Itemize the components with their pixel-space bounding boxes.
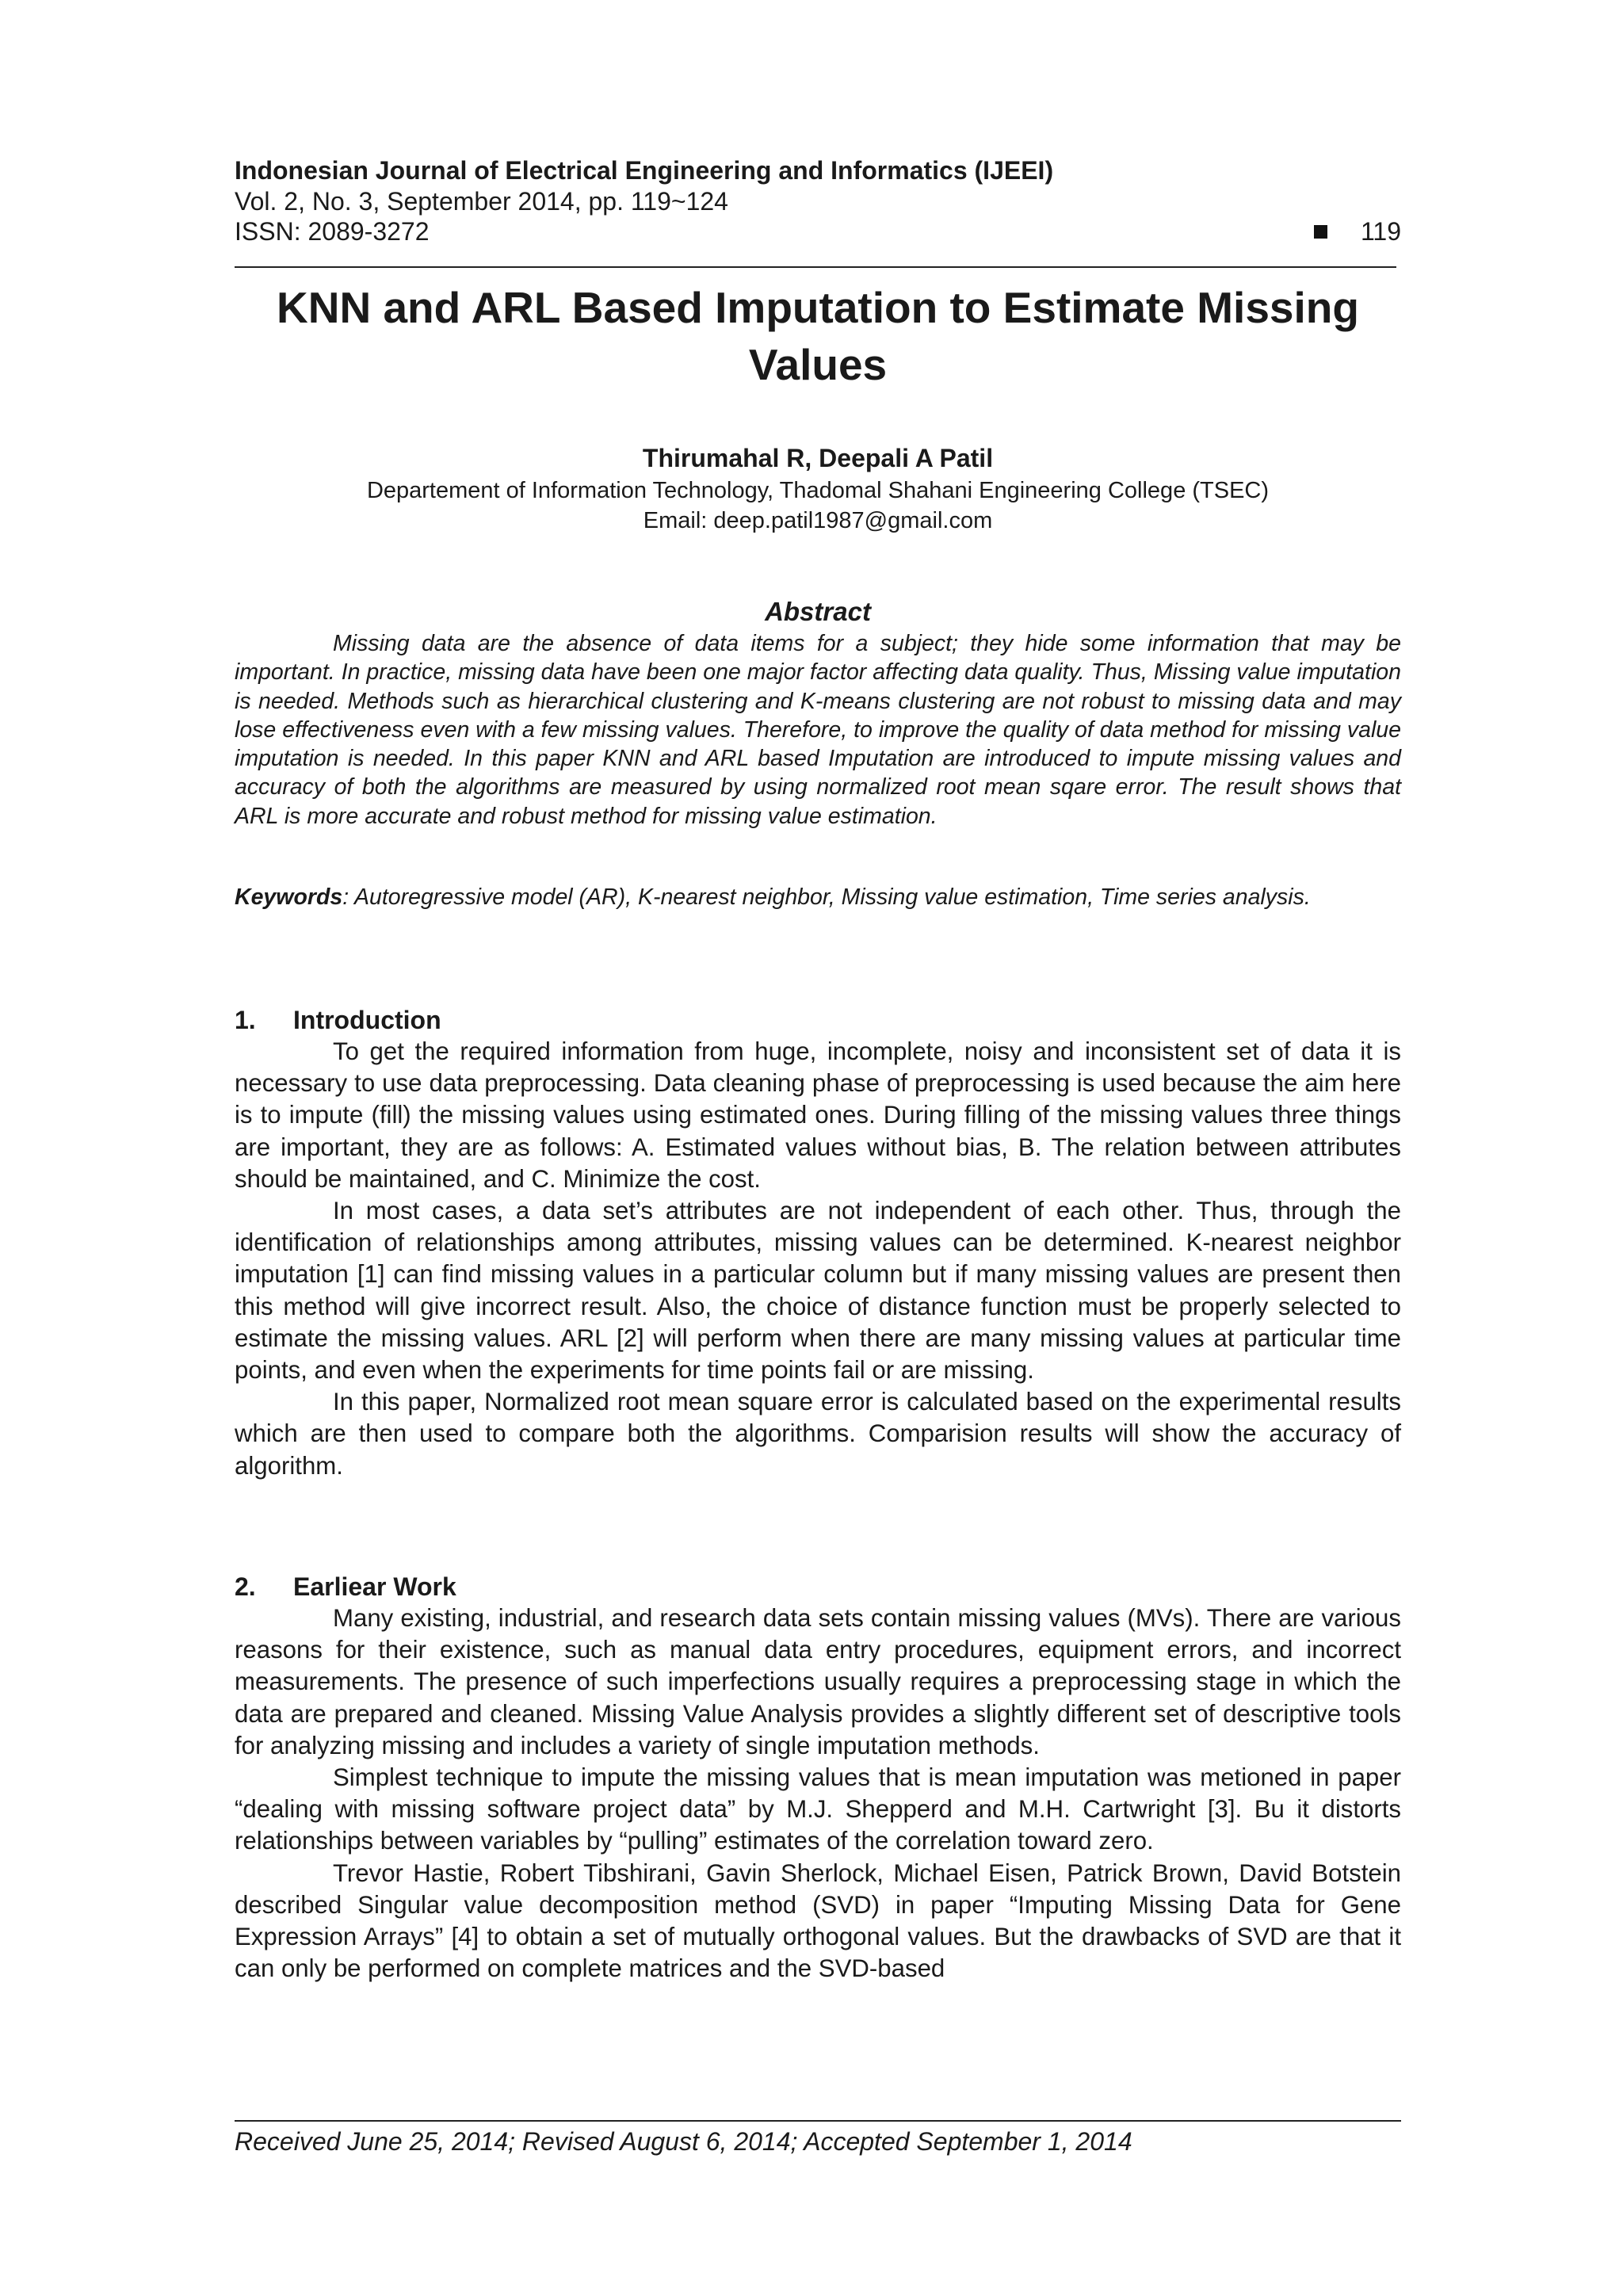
abstract-text: Missing data are the absence of data items for a subject; they hide some information that may be important. In practice, missing data have been one major factor affecting data quality. Thus, Missing value imputation is needed. Methods such as hierarchical clustering and K-means clustering are not robust to missing data and may lose effectiveness even with a few missing values. Therefore, to improve the quality of data method for missing value imputation is needed. In this paper KNN and ARL based Imputation are introduced to impute missing values and accuracy of both the algorithms are measured by using normalized root mean sqare error. The result shows that ARL is more accurate and robust method for missing value estimation. xyxy=(235,631,1401,829)
header-rule xyxy=(235,266,1396,268)
paragraph: Simplest technique to impute the missing values that is mean imputation was metioned in paper “dealing with missing software project data” by M.J. Shepperd and M.H. Cartwright [3]. Bu it distorts relationships between variables by “pulling” estimates of the correlation toward zero. xyxy=(235,1763,1401,1855)
section-heading-earlier-work xyxy=(235,1571,1401,1603)
abstract-heading: Abstract xyxy=(765,597,871,626)
title-line-2: Values xyxy=(748,340,888,389)
paragraph: Trevor Hastie, Robert Tibshirani, Gavin Sherlock, Michael Eisen, Patrick Brown, David Botstein described Singular value decomposition method (SVD) in paper “Imputing Missing Data for Gene Expression Arrays” [4] to obtain a set of mutually orthogonal values. But the drawbacks of SVD are that it can only be performed on complete matrices and the SVD-based xyxy=(235,1859,1401,1983)
keywords xyxy=(235,883,1401,911)
section-number: 1. xyxy=(235,1006,256,1034)
issn-row xyxy=(235,216,1401,246)
page-number: 119 xyxy=(1360,217,1401,246)
paragraph: In this paper, Normalized root mean square error is calculated based on the experimental results which are then used to compare both the algorithms. Comparision results will show the accuracy of algorithm. xyxy=(235,1388,1401,1480)
paragraph: In most cases, a data set’s attributes are not independent of each other. Thus, through the identification of relationships among attributes, missing values can be determined. K-nearest neighbor imputation [1] can find missing values in a particular column but if many missing values are present then this method will give incorrect result. Also, the choice of distance function must be properly selected to estimate the missing values. ARL [2] will perform when there are many missing values at particular time points, and even when the experiments for time points fail or are missing. xyxy=(235,1197,1401,1385)
section-heading-introduction xyxy=(235,1004,1401,1036)
received-dates: Received June 25, 2014; Revised August 6, 2014; Accepted September 1, 2014 xyxy=(235,2127,1132,2156)
issn: ISSN: 2089-3272 xyxy=(235,217,430,246)
section-body-earlier-work xyxy=(235,1603,1401,1985)
author-email: Email: deep.patil1987@gmail.com xyxy=(643,508,993,533)
square-bullet-icon xyxy=(1314,225,1327,239)
running-header xyxy=(235,155,1401,246)
keywords-text: : Autoregressive model (AR), K-nearest neighbor, Missing value estimation, Time series analysis. xyxy=(342,884,1311,910)
footer-rule xyxy=(235,2120,1401,2122)
section-number: 2. xyxy=(235,1572,256,1601)
volume-info: Vol. 2, No. 3, September 2014, pp. 119~124 xyxy=(235,187,728,216)
paragraph: Many existing, industrial, and research data sets contain missing values (MVs). There are various reasons for their existence, such as manual data entry procedures, equipment errors, and incorrect measurements. The presence of such imperfections usually requires a preprocessing stage in which the data are prepared and cleaned. Missing Value Analysis provides a slightly different set of descriptive tools for analyzing missing and includes a variety of single imputation methods. xyxy=(235,1604,1401,1759)
page-marker xyxy=(1314,216,1401,246)
section-title: Introduction xyxy=(293,1006,441,1034)
affiliation: Departement of Information Technology, Thadomal Shahani Engineering College (TSEC) xyxy=(366,478,1270,503)
title-line-1: KNN and ARL Based Imputation to Estimate Missing xyxy=(277,283,1359,332)
section-title: Earliear Work xyxy=(293,1572,456,1601)
authors: Thirumahal R, Deepali A Patil xyxy=(642,444,994,472)
paragraph: To get the required information from huge, incomplete, noisy and inconsistent set of data it is necessary to use data preprocessing. Data cleaning phase of preprocessing is used because the aim here is to impute (fill) the missing values using estimated ones. During filling of the missing values three things are important, they are as follows: A. Estimated values without bias, B. The relation between attributes should be maintained, and C. Minimize the cost. xyxy=(235,1037,1401,1193)
journal-name: Indonesian Journal of Electrical Engineering and Informatics (IJEEI) xyxy=(235,156,1054,185)
section-body-introduction xyxy=(235,1036,1401,1482)
keywords-label: Keywords xyxy=(235,884,343,910)
paper-title xyxy=(235,279,1401,393)
